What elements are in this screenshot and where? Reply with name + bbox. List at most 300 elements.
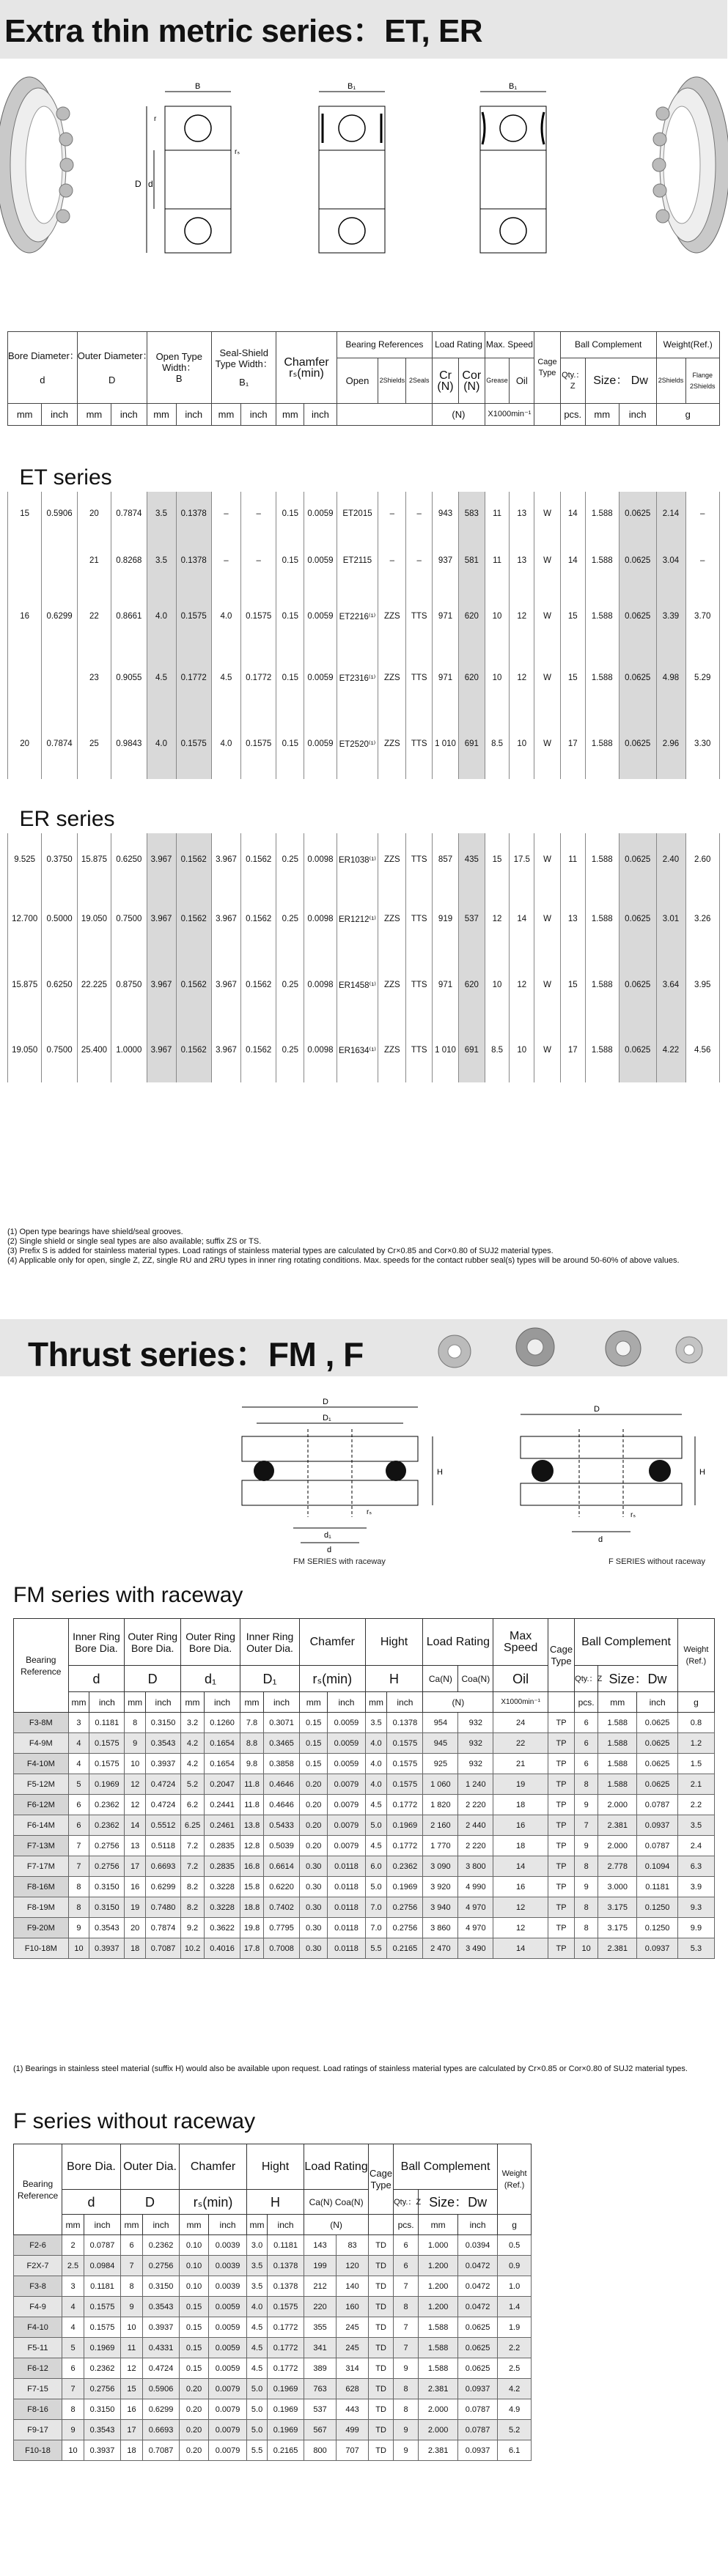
table-cell: ZZS bbox=[378, 886, 406, 952]
table-cell: 20 bbox=[77, 492, 111, 536]
table-cell: 12 bbox=[510, 586, 534, 647]
table-cell: 0.15 bbox=[180, 2317, 209, 2338]
table-cell: 971 bbox=[433, 647, 459, 709]
table-cell: 13 bbox=[510, 492, 534, 536]
table-cell: 3.04 bbox=[656, 536, 685, 586]
table-cell: 0.15 bbox=[276, 709, 304, 779]
table-cell: 1.588 bbox=[419, 2358, 458, 2379]
table-cell: 0.15 bbox=[180, 2358, 209, 2379]
table-cell: 1 010 bbox=[433, 1018, 459, 1082]
table-cell: 0.3228 bbox=[205, 1877, 240, 1897]
table-cell: F6-12M bbox=[14, 1795, 69, 1815]
table-cell: F3-8 bbox=[14, 2276, 62, 2297]
table-cell: 0.0984 bbox=[84, 2256, 121, 2276]
table-cell: 11.8 bbox=[240, 1795, 264, 1815]
table-cell: 0.7480 bbox=[146, 1897, 181, 1918]
table-cell: 0.8750 bbox=[111, 952, 147, 1018]
table-cell: 0.20 bbox=[180, 2420, 209, 2440]
table-cell: 3 090 bbox=[423, 1856, 458, 1877]
table-cell: 5 bbox=[68, 1774, 89, 1795]
table-cell: 0.1562 bbox=[240, 886, 276, 952]
table-cell: – bbox=[406, 536, 433, 586]
table-cell: 0.1562 bbox=[176, 952, 211, 1018]
table-cell: 0.2756 bbox=[84, 2379, 121, 2399]
table-cell: 0.7087 bbox=[143, 2440, 180, 2461]
table-cell: 199 bbox=[304, 2256, 337, 2276]
table-cell: 0.15 bbox=[180, 2297, 209, 2317]
table-cell: 567 bbox=[304, 2420, 337, 2440]
er-row bbox=[8, 833, 720, 886]
table-cell: – bbox=[211, 492, 240, 536]
table-cell: ET2316⁽¹⁾ bbox=[337, 647, 378, 709]
table-cell: 0.3543 bbox=[89, 1918, 125, 1938]
table-cell: 9 bbox=[62, 2420, 84, 2440]
table-cell: 0.15 bbox=[300, 1733, 328, 1754]
table-cell: 12 bbox=[125, 1774, 146, 1795]
table-cell: 0.6693 bbox=[146, 1856, 181, 1877]
table-cell: 4 bbox=[68, 1754, 89, 1774]
table-cell: 4.5 bbox=[247, 2317, 268, 2338]
table-cell: 14 bbox=[510, 886, 534, 952]
table-cell: 0.15 bbox=[180, 2338, 209, 2358]
table-cell: 0.2756 bbox=[89, 1836, 125, 1856]
fm-speed-header: Max Speed bbox=[493, 1619, 548, 1666]
table-cell: 0.3071 bbox=[264, 1713, 300, 1733]
table-cell: 0.2756 bbox=[143, 2256, 180, 2276]
fm-rs-label: rₛ bbox=[367, 1508, 372, 1516]
fm-series-title: FM series with raceway bbox=[13, 1583, 243, 1607]
table-cell: 3 bbox=[62, 2276, 84, 2297]
table-cell: 0.5000 bbox=[42, 886, 77, 952]
table-cell: 0.3543 bbox=[143, 2297, 180, 2317]
table-cell: 9 bbox=[394, 2358, 419, 2379]
table-cell: – bbox=[406, 492, 433, 536]
table-cell: 0.6299 bbox=[42, 586, 77, 647]
shield-type-cross-section-diagram bbox=[293, 77, 418, 267]
table-cell: 0.3937 bbox=[146, 1754, 181, 1774]
table-cell: ET2216⁽¹⁾ bbox=[337, 586, 378, 647]
fm-row bbox=[14, 1795, 715, 1815]
table-cell: 3.9 bbox=[677, 1877, 714, 1897]
table-cell: 4.5 bbox=[247, 2338, 268, 2358]
ball-complement-header: Ball Complement bbox=[560, 332, 656, 358]
table-cell: 0.20 bbox=[180, 2399, 209, 2420]
table-cell: 15 bbox=[121, 2379, 143, 2399]
table-cell: 0.0625 bbox=[637, 1774, 677, 1795]
table-cell: 3.0 bbox=[247, 2235, 268, 2256]
outer-d-label: D bbox=[135, 179, 141, 189]
table-cell: 3.5 bbox=[147, 536, 176, 586]
table-cell: 0.2165 bbox=[268, 2440, 304, 2461]
f-series-table bbox=[13, 2144, 532, 2461]
outer-diameter-header: Outer Diameter： D bbox=[77, 332, 147, 404]
table-cell: 0.0625 bbox=[637, 1733, 677, 1754]
table-cell: 4 990 bbox=[458, 1877, 493, 1897]
table-cell: 16 bbox=[493, 1815, 548, 1836]
table-cell: 0.1562 bbox=[240, 952, 276, 1018]
section2-title: Thrust series：FM , F bbox=[28, 1335, 364, 1373]
table-cell: 3.5 bbox=[247, 2276, 268, 2297]
table-cell: 4 bbox=[68, 1733, 89, 1754]
seal-width-header: Seal-Shield Type Width： B₁ bbox=[211, 332, 276, 404]
table-cell: 8 bbox=[62, 2399, 84, 2420]
fm-ref-header: Bearing Reference bbox=[14, 1619, 69, 1713]
table-cell: – bbox=[240, 492, 276, 536]
table-cell: 0.25 bbox=[276, 1018, 304, 1082]
table-cell: 1.588 bbox=[598, 1754, 637, 1774]
table-cell: 13 bbox=[510, 536, 534, 586]
table-cell: F6-14M bbox=[14, 1815, 69, 1836]
table-cell: 8.5 bbox=[485, 1018, 510, 1082]
fm-D1-header: Inner Ring Outer Dia. bbox=[240, 1619, 300, 1666]
table-cell: 0.8 bbox=[677, 1713, 714, 1733]
table-cell: 245 bbox=[337, 2338, 369, 2358]
table-cell: 2 160 bbox=[423, 1815, 458, 1836]
table-cell: 1.200 bbox=[419, 2256, 458, 2276]
table-cell: TP bbox=[548, 1774, 574, 1795]
table-cell: 0.0937 bbox=[458, 2440, 498, 2461]
table-cell: 9 bbox=[575, 1836, 598, 1856]
table-cell: 8 bbox=[575, 1918, 598, 1938]
table-cell: 4.5 bbox=[147, 647, 176, 709]
f-D-label: D bbox=[594, 1405, 600, 1414]
table-cell: 0.10 bbox=[180, 2235, 209, 2256]
table-cell: 19 bbox=[125, 1897, 146, 1918]
table-cell: 0.4724 bbox=[143, 2358, 180, 2379]
table-cell: TP bbox=[548, 1733, 574, 1754]
table-cell: 0.1772 bbox=[176, 647, 211, 709]
table-cell: 0.3543 bbox=[146, 1733, 181, 1754]
table-cell: 0.0059 bbox=[328, 1733, 365, 1754]
table-cell: 18 bbox=[121, 2440, 143, 2461]
fm-coa: Coa(N) bbox=[458, 1666, 493, 1692]
table-cell: 0.4724 bbox=[146, 1795, 181, 1815]
table-cell: 3.5 bbox=[365, 1713, 387, 1733]
fm-hight-header: Hight bbox=[365, 1619, 423, 1666]
table-cell: 5.0 bbox=[365, 1815, 387, 1836]
table-cell: TD bbox=[369, 2317, 394, 2338]
table-cell: 0.0118 bbox=[328, 1897, 365, 1918]
table-cell: 6 bbox=[575, 1754, 598, 1774]
table-cell: 3 490 bbox=[458, 1938, 493, 1959]
table-cell: 8 bbox=[394, 2297, 419, 2317]
table-cell: 0.3937 bbox=[89, 1938, 125, 1959]
table-cell: 0.0787 bbox=[637, 1795, 677, 1815]
table-cell: 0.7874 bbox=[146, 1918, 181, 1938]
table-cell: 5.2 bbox=[498, 2420, 532, 2440]
table-cell: TD bbox=[369, 2399, 394, 2420]
table-cell: TP bbox=[548, 1713, 574, 1733]
table-cell: 1.588 bbox=[585, 952, 619, 1018]
table-cell: 0.2165 bbox=[387, 1938, 423, 1959]
table-cell: 0.0625 bbox=[458, 2338, 498, 2358]
table-cell: F7-13M bbox=[14, 1836, 69, 1856]
table-cell: 0.1562 bbox=[176, 886, 211, 952]
table-cell: 12 bbox=[493, 1897, 548, 1918]
table-cell: 0.2362 bbox=[84, 2358, 121, 2379]
table-cell: 0.3465 bbox=[264, 1733, 300, 1754]
table-cell: TTS bbox=[406, 886, 433, 952]
table-cell: F4-9M bbox=[14, 1733, 69, 1754]
table-cell: 6 bbox=[575, 1713, 598, 1733]
table-cell: 1.000 bbox=[419, 2235, 458, 2256]
table-cell: 10 bbox=[125, 1754, 146, 1774]
fm-row bbox=[14, 1856, 715, 1877]
table-cell: 9.2 bbox=[181, 1918, 205, 1938]
table-cell: TTS bbox=[406, 1018, 433, 1082]
table-cell: 0.7795 bbox=[264, 1918, 300, 1938]
table-cell: 3.175 bbox=[598, 1897, 637, 1918]
table-cell: 10 bbox=[510, 709, 534, 779]
fm-inner-header: Inner Ring Bore Dia. bbox=[68, 1619, 125, 1666]
f-outer-header: Outer Dia. bbox=[121, 2144, 180, 2190]
table-cell: 13 bbox=[560, 886, 585, 952]
table-cell: 1.588 bbox=[598, 1774, 637, 1795]
section1-title-band bbox=[0, 0, 727, 59]
table-cell: 0.2461 bbox=[205, 1815, 240, 1836]
table-cell: 0.1575 bbox=[89, 1733, 125, 1754]
table-cell: 4.5 bbox=[365, 1836, 387, 1856]
units-row: mm inch mm inch mm inch mm inch mm inch (N) X1000min⁻¹ pcs. mm inch g bbox=[8, 404, 720, 426]
table-cell: ZZS bbox=[378, 647, 406, 709]
table-cell: TTS bbox=[406, 709, 433, 779]
table-cell: 0.0059 bbox=[304, 586, 337, 647]
table-cell: 1 820 bbox=[423, 1795, 458, 1815]
table-cell: 10 bbox=[510, 1018, 534, 1082]
f-hight-header: Hight bbox=[247, 2144, 304, 2190]
table-cell: F6-12 bbox=[14, 2358, 62, 2379]
table-cell: 0.4724 bbox=[146, 1774, 181, 1795]
table-cell: 143 bbox=[304, 2235, 337, 2256]
table-cell: 4 bbox=[62, 2317, 84, 2338]
table-cell: 2 220 bbox=[458, 1836, 493, 1856]
table-cell: 2 bbox=[62, 2235, 84, 2256]
table-cell: W bbox=[534, 952, 561, 1018]
table-cell: 17.5 bbox=[510, 833, 534, 886]
table-cell: 12.700 bbox=[8, 886, 42, 952]
table-cell: 0.0039 bbox=[209, 2235, 247, 2256]
f-sym-d: d bbox=[62, 2190, 121, 2215]
fm-row bbox=[14, 1774, 715, 1795]
table-cell: 620 bbox=[458, 586, 485, 647]
table-cell: 0.1562 bbox=[240, 833, 276, 886]
table-cell: 10 bbox=[68, 1938, 89, 1959]
table-cell: 0.0079 bbox=[209, 2399, 247, 2420]
table-cell: 435 bbox=[458, 833, 485, 886]
table-cell: 0.1969 bbox=[268, 2379, 304, 2399]
table-cell: 2.2 bbox=[677, 1795, 714, 1815]
table-cell: 0.15 bbox=[276, 536, 304, 586]
table-cell: TP bbox=[548, 1877, 574, 1897]
table-cell: TP bbox=[548, 1795, 574, 1815]
table-cell: 3.967 bbox=[211, 886, 240, 952]
table-cell: 0.3750 bbox=[42, 833, 77, 886]
table-cell: F2-6 bbox=[14, 2235, 62, 2256]
table-cell: 0.1378 bbox=[387, 1713, 423, 1733]
table-cell: 0.8661 bbox=[111, 586, 147, 647]
table-cell: 0.1575 bbox=[84, 2317, 121, 2338]
table-cell: 0.1250 bbox=[637, 1918, 677, 1938]
f-load-header: Load Rating bbox=[304, 2144, 369, 2190]
table-cell: 8.2 bbox=[181, 1897, 205, 1918]
table-cell: 7 bbox=[394, 2276, 419, 2297]
table-cell: 0.3150 bbox=[89, 1877, 125, 1897]
er-row bbox=[8, 886, 720, 952]
table-cell: 3.5 bbox=[247, 2256, 268, 2276]
table-cell: 6.3 bbox=[677, 1856, 714, 1877]
table-cell: 0.0098 bbox=[304, 833, 337, 886]
table-cell: 0.0039 bbox=[209, 2276, 247, 2297]
table-cell: 0.15 bbox=[300, 1713, 328, 1733]
fm-row bbox=[14, 1733, 715, 1754]
table-cell: 0.1562 bbox=[176, 833, 211, 886]
table-cell: 0.2756 bbox=[387, 1897, 423, 1918]
width-b1-label-seal: B₁ bbox=[509, 82, 518, 91]
table-cell: 0.25 bbox=[276, 886, 304, 952]
table-cell: 2.000 bbox=[419, 2420, 458, 2440]
table-cell: 4.0 bbox=[211, 586, 240, 647]
table-cell: 355 bbox=[304, 2317, 337, 2338]
fm-sym-D1: D₁ bbox=[240, 1666, 300, 1692]
table-cell: 0.0472 bbox=[458, 2276, 498, 2297]
table-cell: 0.2756 bbox=[89, 1856, 125, 1877]
table-cell: 0.30 bbox=[300, 1918, 328, 1938]
table-cell: 581 bbox=[458, 536, 485, 586]
table-cell: 0.0118 bbox=[328, 1938, 365, 1959]
table-cell: 1.588 bbox=[419, 2317, 458, 2338]
table-cell: 0.0059 bbox=[328, 1713, 365, 1733]
table-cell: 5.0 bbox=[247, 2399, 268, 2420]
table-cell: 0.4016 bbox=[205, 1938, 240, 1959]
table-cell: 2.000 bbox=[598, 1836, 637, 1856]
table-cell: 4.0 bbox=[147, 586, 176, 647]
table-cell: W bbox=[534, 1018, 561, 1082]
table-cell: 0.1969 bbox=[89, 1774, 125, 1795]
table-cell: 2 220 bbox=[458, 1795, 493, 1815]
table-cell: 220 bbox=[304, 2297, 337, 2317]
load-rating-header: Load Rating bbox=[433, 332, 485, 358]
table-cell: 0.1772 bbox=[268, 2338, 304, 2358]
table-cell: 10 bbox=[485, 586, 510, 647]
table-cell: 4 970 bbox=[458, 1918, 493, 1938]
table-cell: 12 bbox=[510, 952, 534, 1018]
f-size: Size：Dw bbox=[419, 2190, 498, 2215]
table-cell: 0.0059 bbox=[304, 492, 337, 536]
extra-thin-series-table bbox=[7, 331, 720, 1082]
table-cell: 1.0000 bbox=[111, 1018, 147, 1082]
table-cell: 5.3 bbox=[677, 1938, 714, 1959]
table-cell: 4.5 bbox=[211, 647, 240, 709]
table-cell: 0.0079 bbox=[328, 1836, 365, 1856]
table-cell: W bbox=[534, 536, 561, 586]
table-cell: 0.0472 bbox=[458, 2256, 498, 2276]
table-cell: TTS bbox=[406, 586, 433, 647]
table-cell: 11 bbox=[121, 2338, 143, 2358]
f-chamfer-header: Chamfer bbox=[180, 2144, 247, 2190]
fm-sym-rs: rₛ(min) bbox=[300, 1666, 366, 1692]
table-cell: W bbox=[534, 886, 561, 952]
table-cell: – bbox=[378, 536, 406, 586]
table-cell: 2.000 bbox=[598, 1795, 637, 1815]
table-cell: 3.5 bbox=[677, 1815, 714, 1836]
table-cell: 932 bbox=[458, 1754, 493, 1774]
table-cell: 0.15 bbox=[276, 492, 304, 536]
table-cell: 2.60 bbox=[685, 833, 720, 886]
table-cell: 0.0059 bbox=[209, 2297, 247, 2317]
fm-sym-d1: d₁ bbox=[181, 1666, 240, 1692]
table-cell: TD bbox=[369, 2338, 394, 2358]
f-series-diagram bbox=[506, 1392, 726, 1568]
table-cell: 1.588 bbox=[585, 536, 619, 586]
table-cell: F3-8M bbox=[14, 1713, 69, 1733]
table-cell: 0.1250 bbox=[637, 1897, 677, 1918]
table-cell: ER1458⁽¹⁾ bbox=[337, 952, 378, 1018]
table-cell: 0.1575 bbox=[387, 1774, 423, 1795]
table-cell: 0.1181 bbox=[637, 1877, 677, 1897]
table-cell: 6 bbox=[121, 2235, 143, 2256]
table-cell: TP bbox=[548, 1836, 574, 1856]
fm-row bbox=[14, 1918, 715, 1938]
table-cell: 6.1 bbox=[498, 2440, 532, 2461]
table-cell: 0.25 bbox=[276, 833, 304, 886]
table-cell: 0.0625 bbox=[619, 1018, 656, 1082]
table-cell: 17 bbox=[560, 1018, 585, 1082]
table-cell: 4.0 bbox=[147, 709, 176, 779]
table-cell: 18 bbox=[125, 1938, 146, 1959]
table-cell: 537 bbox=[458, 886, 485, 952]
table-cell: 7.2 bbox=[181, 1836, 205, 1856]
table-cell: F5-12M bbox=[14, 1774, 69, 1795]
et-row bbox=[8, 536, 720, 586]
fm-row bbox=[14, 1877, 715, 1897]
table-cell: 7 bbox=[121, 2256, 143, 2276]
table-cell: ER1212⁽¹⁾ bbox=[337, 886, 378, 952]
table-cell: W bbox=[534, 647, 561, 709]
table-cell: 0.4646 bbox=[264, 1795, 300, 1815]
table-cell: 0.6614 bbox=[264, 1856, 300, 1877]
table-cell: 0.20 bbox=[180, 2379, 209, 2399]
table-cell: 0.5 bbox=[498, 2235, 532, 2256]
table-cell: 3.175 bbox=[598, 1918, 637, 1938]
table-cell: 0.7008 bbox=[264, 1938, 300, 1959]
f-row bbox=[14, 2399, 532, 2420]
table-cell: 1.588 bbox=[585, 492, 619, 536]
table-cell: 12 bbox=[510, 647, 534, 709]
table-cell: 0.10 bbox=[180, 2276, 209, 2297]
et-series-title: ET series bbox=[19, 465, 112, 490]
table-cell: TD bbox=[369, 2297, 394, 2317]
table-cell: F4-10M bbox=[14, 1754, 69, 1774]
table-cell: 1.200 bbox=[419, 2276, 458, 2297]
table-cell: TD bbox=[369, 2358, 394, 2379]
table-cell: TP bbox=[548, 1815, 574, 1836]
table-cell: 3.5 bbox=[147, 492, 176, 536]
table-cell: 0.5906 bbox=[42, 492, 77, 536]
table-cell: 19.050 bbox=[77, 886, 111, 952]
table-cell: 0.1969 bbox=[268, 2420, 304, 2440]
table-cell: 0.0625 bbox=[619, 833, 656, 886]
table-cell: 0.3858 bbox=[264, 1754, 300, 1774]
table-cell: 9.525 bbox=[8, 833, 42, 886]
seal-type-cross-section-diagram bbox=[455, 77, 579, 267]
table-cell: 691 bbox=[458, 709, 485, 779]
table-cell: 19.050 bbox=[8, 1018, 42, 1082]
table-cell: 10 bbox=[485, 952, 510, 1018]
table-cell: 7 bbox=[68, 1856, 89, 1877]
table-cell: 0.1575 bbox=[387, 1754, 423, 1774]
table-cell: F10-18 bbox=[14, 2440, 62, 2461]
table-cell: 5 bbox=[62, 2338, 84, 2358]
